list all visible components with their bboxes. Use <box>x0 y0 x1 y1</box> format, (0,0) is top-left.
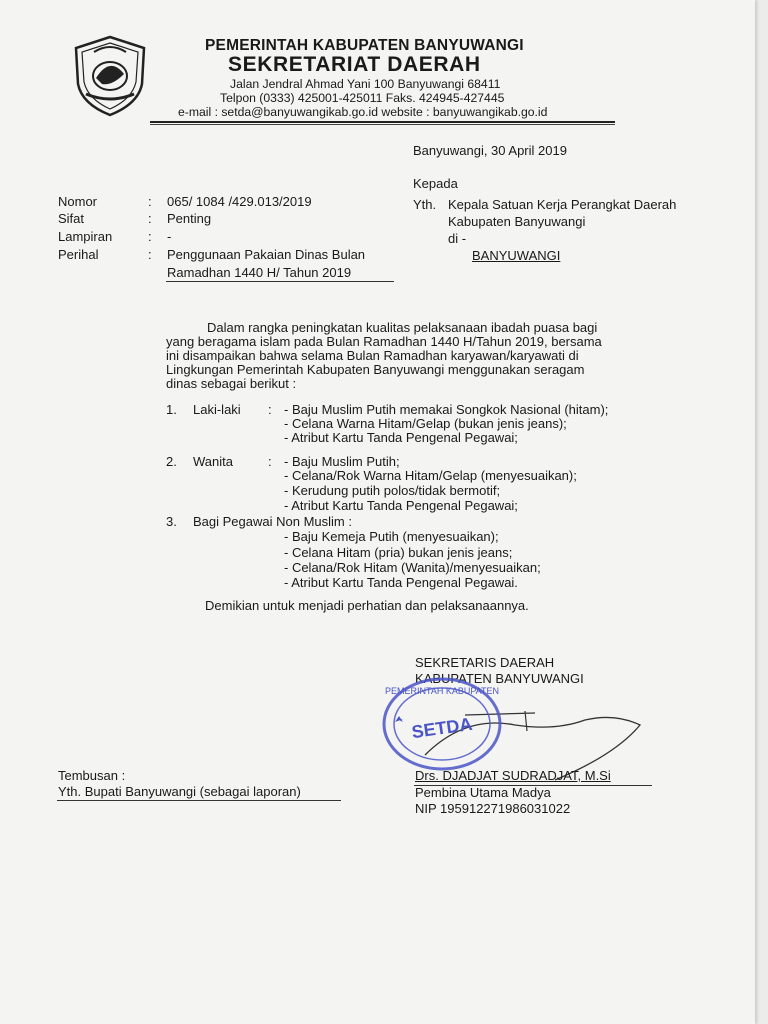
group-label: Wanita <box>193 454 233 469</box>
list-item: - Baju Muslim Putih memakai Songkok Nasional (hitam); <box>284 402 609 417</box>
signatory-nip: NIP 195912271986031022 <box>415 801 571 816</box>
recipient-line2: Kabupaten Banyuwangi <box>448 214 586 229</box>
group-label: Bagi Pegawai Non Muslim : <box>193 514 352 529</box>
para-line: Lingkungan Pemerintah Kabupaten Banyuwangi menggunakan seragam <box>166 362 585 377</box>
list-item: - Celana/Rok Hitam (Wanita)/menyesuaikan; <box>284 560 541 575</box>
para-line: ini disampaikan bahwa selama Bulan Ramadhan karyawan/karyawati di <box>166 348 579 363</box>
perihal-line2: Ramadhan 1440 H/ Tahun 2019 <box>167 265 352 280</box>
stamp-ring-text: PEMERINTAH KABUPATEN <box>384 686 500 696</box>
nomor-value: 065/ 1084 /429.013/2019 <box>167 194 312 209</box>
cc-label: Tembusan : <box>58 768 126 783</box>
recipient-kepada: Kepada <box>413 176 458 191</box>
header-rule <box>150 121 615 123</box>
lampiran-label: Lampiran <box>58 229 113 244</box>
regency-emblem-icon <box>72 34 148 118</box>
cc-recipient: Yth. Bupati Banyuwangi (sebagai laporan) <box>58 784 301 799</box>
list-item: - Kerudung putih polos/tidak bermotif; <box>284 483 501 498</box>
group-number: 3. <box>166 514 177 529</box>
list-item: - Atribut Kartu Tanda Pengenal Pegawai; <box>284 430 518 445</box>
sifat-label: Sifat <box>58 211 85 226</box>
group-label: Laki-laki <box>193 402 241 417</box>
government-name: PEMERINTAH KABUPATEN BANYUWANGI <box>205 37 524 54</box>
nomor-label: Nomor <box>58 194 98 209</box>
signatory-name: Drs. DJADJAT SUDRADJAT, M.Si <box>415 768 611 783</box>
nomor-colon: : <box>148 194 152 209</box>
list-item: - Atribut Kartu Tanda Pengenal Pegawai. <box>284 575 518 590</box>
para-line: Dalam rangka peningkatan kualitas pelaksanaan ibadah puasa bagi <box>207 320 598 335</box>
address: Jalan Jendral Ahmad Yani 100 Banyuwangi 68411 <box>230 77 501 91</box>
group-number: 2. <box>166 454 177 469</box>
perihal-colon: : <box>148 247 152 262</box>
para-line: dinas sebagai berikut : <box>166 376 297 391</box>
recipient-yth: Yth. <box>413 197 437 212</box>
office-name: SEKRETARIAT DAERAH <box>228 53 481 76</box>
list-item: - Atribut Kartu Tanda Pengenal Pegawai; <box>284 498 518 513</box>
recipient-line1: Kepala Satuan Kerja Perangkat Daerah <box>448 197 677 212</box>
list-item: - Celana Warna Hitam/Gelap (bukan jenis jeans); <box>284 416 567 431</box>
email-website: e-mail : setda@banyuwangikab.go.id website : banyuwangikab.go.id <box>178 105 548 119</box>
list-item: - Baju Muslim Putih; <box>284 454 400 469</box>
signatory-rank: Pembina Utama Madya <box>415 785 551 800</box>
perihal-underline <box>166 281 394 282</box>
sifat-colon: : <box>148 211 152 226</box>
official-stamp-icon <box>375 672 510 777</box>
sifat-value: Penting <box>167 211 212 226</box>
group-colon: : <box>268 402 272 417</box>
signatory-title: SEKRETARIS DAERAH <box>415 655 555 670</box>
stamp-center-text: SETDA <box>410 713 474 743</box>
list-item: - Baju Kemeja Putih (menyesuaikan); <box>284 529 499 544</box>
list-item: - Celana/Rok Warna Hitam/Gelap (menyesuaikan); <box>284 468 577 483</box>
perihal-line1: Penggunaan Pakaian Dinas Bulan <box>167 247 366 262</box>
group-number: 1. <box>166 402 177 417</box>
header-rule-thin <box>150 124 615 125</box>
signatory-office: KABUPATEN BANYUWANGI <box>415 671 584 686</box>
group-colon: : <box>268 454 272 469</box>
recipient-city: BANYUWANGI <box>472 248 561 263</box>
closing-sentence: Demikian untuk menjadi perhatian dan pelaksanaannya. <box>205 598 529 613</box>
cc-underline <box>57 800 341 801</box>
perihal-label: Perihal <box>58 247 99 262</box>
lampiran-value: - <box>167 229 172 244</box>
para-line: yang beragama islam pada Bulan Ramadhan 1440 H/Tahun 2019, bersama <box>166 334 602 349</box>
list-item: - Celana Hitam (pria) bukan jenis jeans; <box>284 545 513 560</box>
lampiran-colon: : <box>148 229 152 244</box>
recipient-line3: di - <box>448 231 467 246</box>
phone-fax: Telpon (0333) 425001-425011 Faks. 424945-427445 <box>220 91 505 105</box>
letter-date: Banyuwangi, 30 April 2019 <box>413 143 567 158</box>
